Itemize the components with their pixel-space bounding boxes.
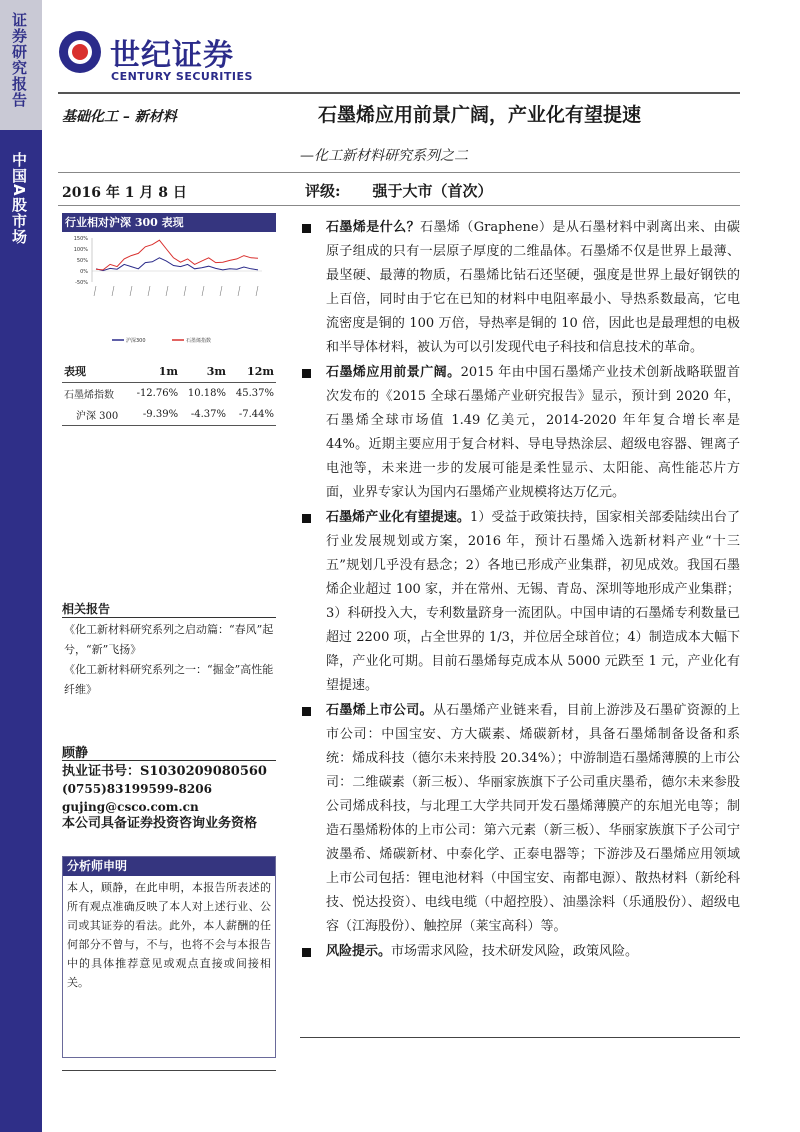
sidebar-report-type: 证券研究报告 xyxy=(10,12,28,108)
perf-cell: -4.37% xyxy=(190,409,227,420)
sidebar-market: 中国A股市场 xyxy=(10,152,28,245)
point-text: 从石墨烯产业链来看，目前上游涉及石墨矿资源的上市公司：中国宝安、方大碳素、烯碳新材，具备石墨烯制备设备和系统：烯成科技（德尔未来持股 20.34%）；中游制造石墨烯薄膜的上市公司：二维碳素（新三板）、华丽家族旗下子公司重庆墨希，德尔未来参股公司烯成科技，与北理工大学共同开发石墨烯薄膜产的东旭光电等；制造石墨烯粉体的上市公司：第六元素（新三板）、华丽家族旗下子公司宁波墨希、烯碳新材、中泰化学、正泰电器等；下游涉及石墨烯应用领域上市公司包括：锂电池材料（中国宝安、南都电源）、散热材料（新纶科技、悦达投资）、电线电缆（中超控股）、油墨涂料（乐通股份）、超级电容（江海股份）、触控屏（莱宝高科）等。 xyxy=(326,703,740,934)
y-tick-label: 50% xyxy=(76,258,88,264)
relative-performance-chart xyxy=(62,232,278,350)
rating xyxy=(305,180,493,201)
analyst-divider xyxy=(62,760,276,761)
summary-point xyxy=(300,699,740,939)
point-text: 1）受益于政策扶持，国家相关部委陆续出台了行业发展规划或方案，2016 年，预计石墨烯入选新材料产业“十三五”规划几乎没有悬念；2）各地已形成产业集群，初见成效。我国石墨烯企业超过 100 家，并在常州、无锡、青岛、深圳等地形成产业集群；3）科研投入大，专利数量跻身一流团队。中国申请的石墨烯专利数量已超过 2200 项，占全世界的 1/3，并位居全球首位；4）制造成本大幅下降，产业化可期。目前石墨烯每克成本从 5000 元跌至 1 元，产业化有望提速。 xyxy=(326,510,740,693)
related-divider xyxy=(62,617,276,618)
analyst-email[interactable]: gujing@csco.com.cn xyxy=(62,800,199,814)
declaration-text: 本人，顾静，在此申明，本报告所表述的所有观点准确反映了本人对上述行业、公司或其证券的看法。此外，本人薪酬的任何部分不曾与，不与，也将不会与本报告中的具体推荐意见或观点直接或间接相关。 xyxy=(67,881,271,989)
bullet-square-icon xyxy=(302,514,311,523)
summary-point xyxy=(300,361,740,505)
perf-cell: -7.44% xyxy=(238,409,274,420)
analyst-cert: 执业证书号：S1030209080560 xyxy=(62,764,267,779)
perf-header-cell: 表现 xyxy=(64,365,86,378)
rating-value: 强于大市（首次） xyxy=(372,182,493,200)
qualification-statement: 本公司具备证券投资咨询业务资格 xyxy=(62,816,258,831)
perf-panel-title: 行业相对沪深 300 表现 xyxy=(62,213,276,232)
x-tick-mark xyxy=(238,286,240,296)
logo-cn-text: 世纪证券 xyxy=(110,38,234,73)
point-lead: 石墨烯上市公司。 xyxy=(326,703,433,718)
perf-cell: 45.37% xyxy=(235,388,274,399)
performance-table xyxy=(62,360,276,426)
x-tick-mark xyxy=(166,286,168,296)
perf-cell: -12.76% xyxy=(136,388,179,399)
report-subtitle: —化工新材料研究系列之二 xyxy=(300,148,468,164)
declaration-title: 分析师申明 xyxy=(63,857,275,876)
perf-header-cell: 1m xyxy=(158,364,179,378)
left-bottom-divider xyxy=(62,1070,276,1071)
point-lead: 风险提示。 xyxy=(326,944,392,959)
point-text: 石墨烯（Graphene）是从石墨材料中剥离出来、由碳原子组成的只有一层原子厚度的二维晶体。石墨烯不仅是世界上最薄、最坚硬、最薄的物质，石墨烯比钻石还坚硬，强度是世界上最好钢铁的上百倍，同时由于它在已知的材料中电阻率最小、导热系数最高，它电流密度是铜的 100 万倍，导热率是铜的 10 倍，因此也是最理想的电极和半导体材料，被认为可以引发现代电子科技和信息技术的革命。 xyxy=(326,220,740,355)
company-logo xyxy=(58,24,298,84)
related-report-link[interactable]: 《化工新材料研究系列之一：“掘金”高性能纤维》 xyxy=(64,663,274,696)
summary-points xyxy=(300,216,740,965)
x-tick-mark xyxy=(184,286,186,296)
bullet-square-icon xyxy=(302,948,311,957)
header-divider xyxy=(58,92,740,94)
point-lead: 石墨烯是什么？ xyxy=(326,220,421,235)
x-tick-mark xyxy=(202,286,204,296)
bullet-square-icon xyxy=(302,224,311,233)
series-line xyxy=(96,240,258,270)
analyst-name: 顾静 xyxy=(62,746,89,761)
industry-label: 基础化工 – 新材料 xyxy=(62,109,177,125)
summary-point xyxy=(300,506,740,698)
logo-mark-icon xyxy=(58,30,102,74)
bullet-square-icon xyxy=(302,707,311,716)
point-text: 市场需求风险，技术研发风险，政策风险。 xyxy=(391,944,639,959)
perf-header-cell: 12m xyxy=(247,364,274,378)
summary-point xyxy=(300,940,740,964)
perf-cell: 石墨烯指数 xyxy=(64,390,114,401)
x-tick-mark xyxy=(220,286,222,296)
x-tick-mark xyxy=(112,286,114,296)
x-tick-mark xyxy=(256,286,258,296)
y-tick-label: 100% xyxy=(73,247,88,253)
x-tick-mark xyxy=(130,286,132,296)
analyst-declaration xyxy=(62,856,276,1058)
perf-cell: -9.39% xyxy=(142,409,179,420)
point-lead: 石墨烯产业化有望提速。 xyxy=(326,510,470,525)
related-reports-title: 相关报告 xyxy=(62,602,111,616)
perf-cell: 沪深 300 xyxy=(76,411,119,422)
legend-label: 沪深300 xyxy=(126,338,146,344)
y-tick-label: -50% xyxy=(75,280,88,286)
x-tick-mark xyxy=(148,286,150,296)
rating-label: 评级: xyxy=(305,182,341,200)
sidebar-navy-strip xyxy=(0,130,42,1132)
main-bottom-divider xyxy=(300,1037,740,1038)
logo-en-text: CENTURY SECURITIES xyxy=(111,70,253,83)
legend-label: 石墨烯指数 xyxy=(186,338,212,344)
report-title: 石墨烯应用前景广阔，产业化有望提速 xyxy=(318,104,642,126)
perf-table-header xyxy=(62,360,276,383)
bullet-square-icon xyxy=(302,369,311,378)
perf-row xyxy=(62,383,276,405)
report-date: 2016 年 1 月 8 日 xyxy=(62,185,187,201)
point-lead: 石墨烯应用前景广阔。 xyxy=(326,365,461,380)
perf-row xyxy=(62,404,276,426)
perf-cell: 10.18% xyxy=(187,388,227,399)
analyst-phone: (0755)83199599-8206 xyxy=(62,782,212,796)
x-tick-mark xyxy=(94,286,96,296)
y-tick-label: 0% xyxy=(80,269,88,275)
sidebar xyxy=(0,0,43,1132)
perf-header-cell: 3m xyxy=(206,364,227,378)
summary-point xyxy=(300,216,740,360)
point-text: 2015 年由中国石墨烯产业技术创新战略联盟首次发布的《2015 全球石墨烯产业研究报告》显示，预计到 2020 年，石墨烯全球市场值 1.49 亿美元，2014-2020 年年复合增长率是 44%。近期主要应用于复合材料、导电导热涂层、超级电容器、锂离子电池等，未来进一步的发展可能是柔性显示、太阳能、高性能芯片方面，业界专家认为国内石墨烯产业规模将达万亿元。 xyxy=(326,365,740,500)
related-report-link[interactable]: 《化工新材料研究系列之启动篇：“春风”起兮，“新”飞扬》 xyxy=(64,623,274,656)
y-tick-label: 150% xyxy=(73,236,88,242)
title-divider xyxy=(58,172,740,173)
meta-divider xyxy=(58,205,740,206)
